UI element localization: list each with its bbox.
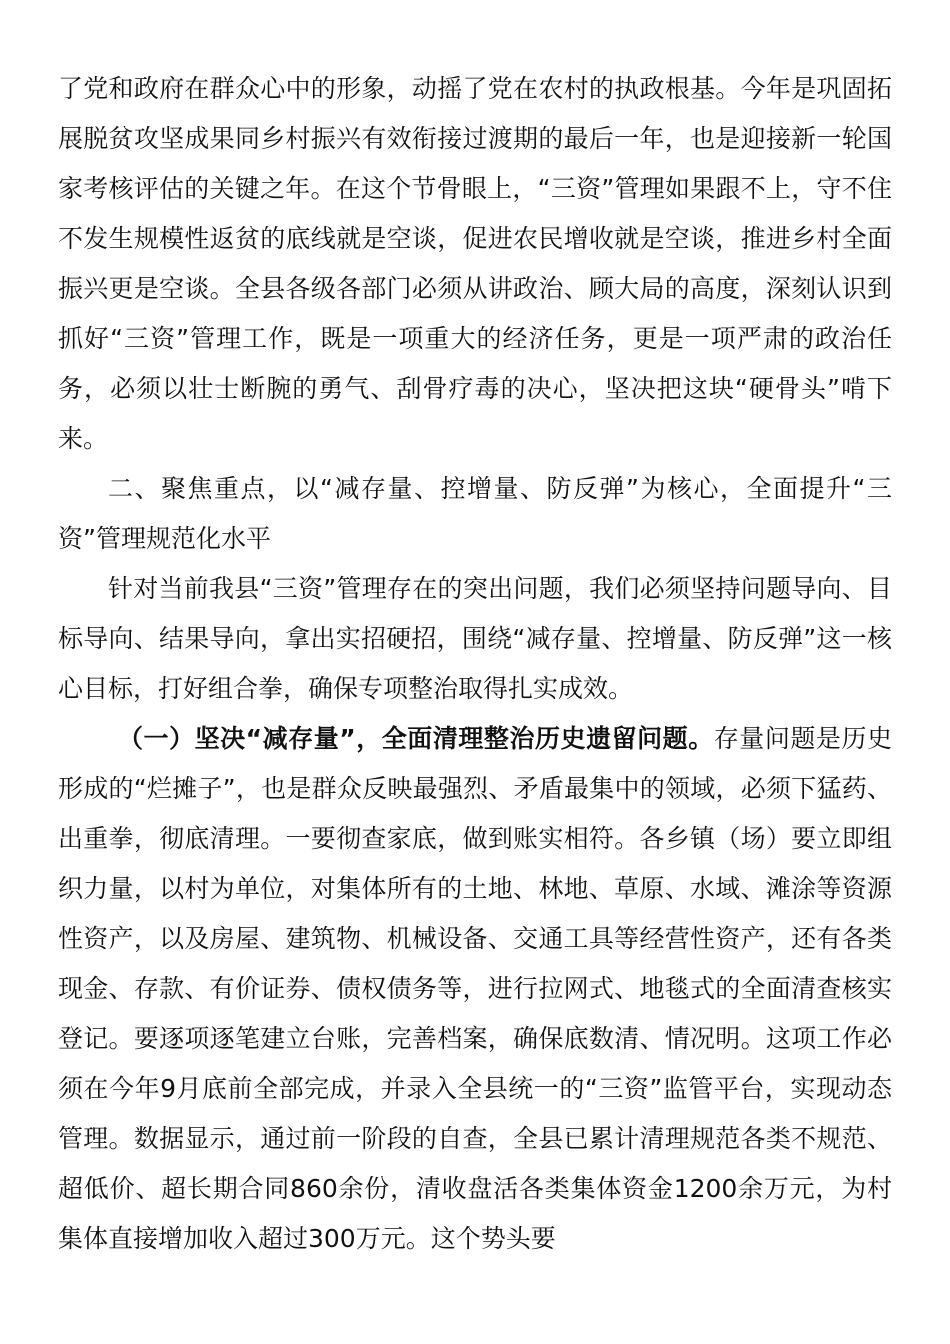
body-paragraph-4 <box>58 714 892 1264</box>
document-page <box>58 64 892 1264</box>
subsection-lead: （一）坚决“减存量”，全面清理整治历史遗留问题。 <box>118 724 714 753</box>
body-paragraph-3: 针对当前我县“三资”管理存在的突出问题，我们必须坚持问题导向、目标导向、结果导向，拿出实招硬招，围绕“减存量、控增量、防反弹”这一核心目标，打好组合拳，确保专项整治取得扎实成效。 <box>58 574 892 703</box>
section-heading-2: 二、聚焦重点，以“减存量、控增量、防反弹”为核心，全面提升“三资”管理规范化水平 <box>58 474 892 553</box>
subsection-body: 存量问题是历史形成的“烂摊子”，也是群众反映最强烈、矛盾最集中的领域，必须下猛药、出重拳，彻底清理。一要彻查家底，做到账实相符。各乡镇（场）要立即组织力量，以村为单位，对集体所有的土地、林地、草原、水域、滩涂等资源性资产，以及房屋、建筑物、机械设备、交通工具等经营性资产，还有各类现金、存款、有价证券、债权债务等，进行拉网式、地毯式的全面清查核实登记。要逐项逐笔建立台账，完善档案，确保底数清、情况明。这项工作必须在今年9月底前全部完成，并录入全县统一的“三资”监管平台，实现动态管理。数据显示，通过前一阶段的自查，全县已累计清理规范各类不规范、超低价、超长期合同860余份，清收盘活各类集体资金1200余万元，为村集体直接增加收入超过300万元。这个势头要 <box>58 724 892 1253</box>
body-paragraph-1: 了党和政府在群众心中的形象，动摇了党在农村的执政根基。今年是巩固拓展脱贫攻坚成果同乡村振兴有效衔接过渡期的最后一年，也是迎接新一轮国家考核评估的关键之年。在这个节骨眼上，“三资”管理如果跟不上，守不住不发生规模性返贫的底线就是空谈，促进农民增收就是空谈，推进乡村全面振兴更是空谈。全县各级各部门必须从讲政治、顾大局的高度，深刻认识到抓好“三资”管理工作，既是一项重大的经济任务，更是一项严肃的政治任务，必须以壮士断腕的勇气、刮骨疗毒的决心，坚决把这块“硬骨头”啃下来。 <box>58 74 892 453</box>
